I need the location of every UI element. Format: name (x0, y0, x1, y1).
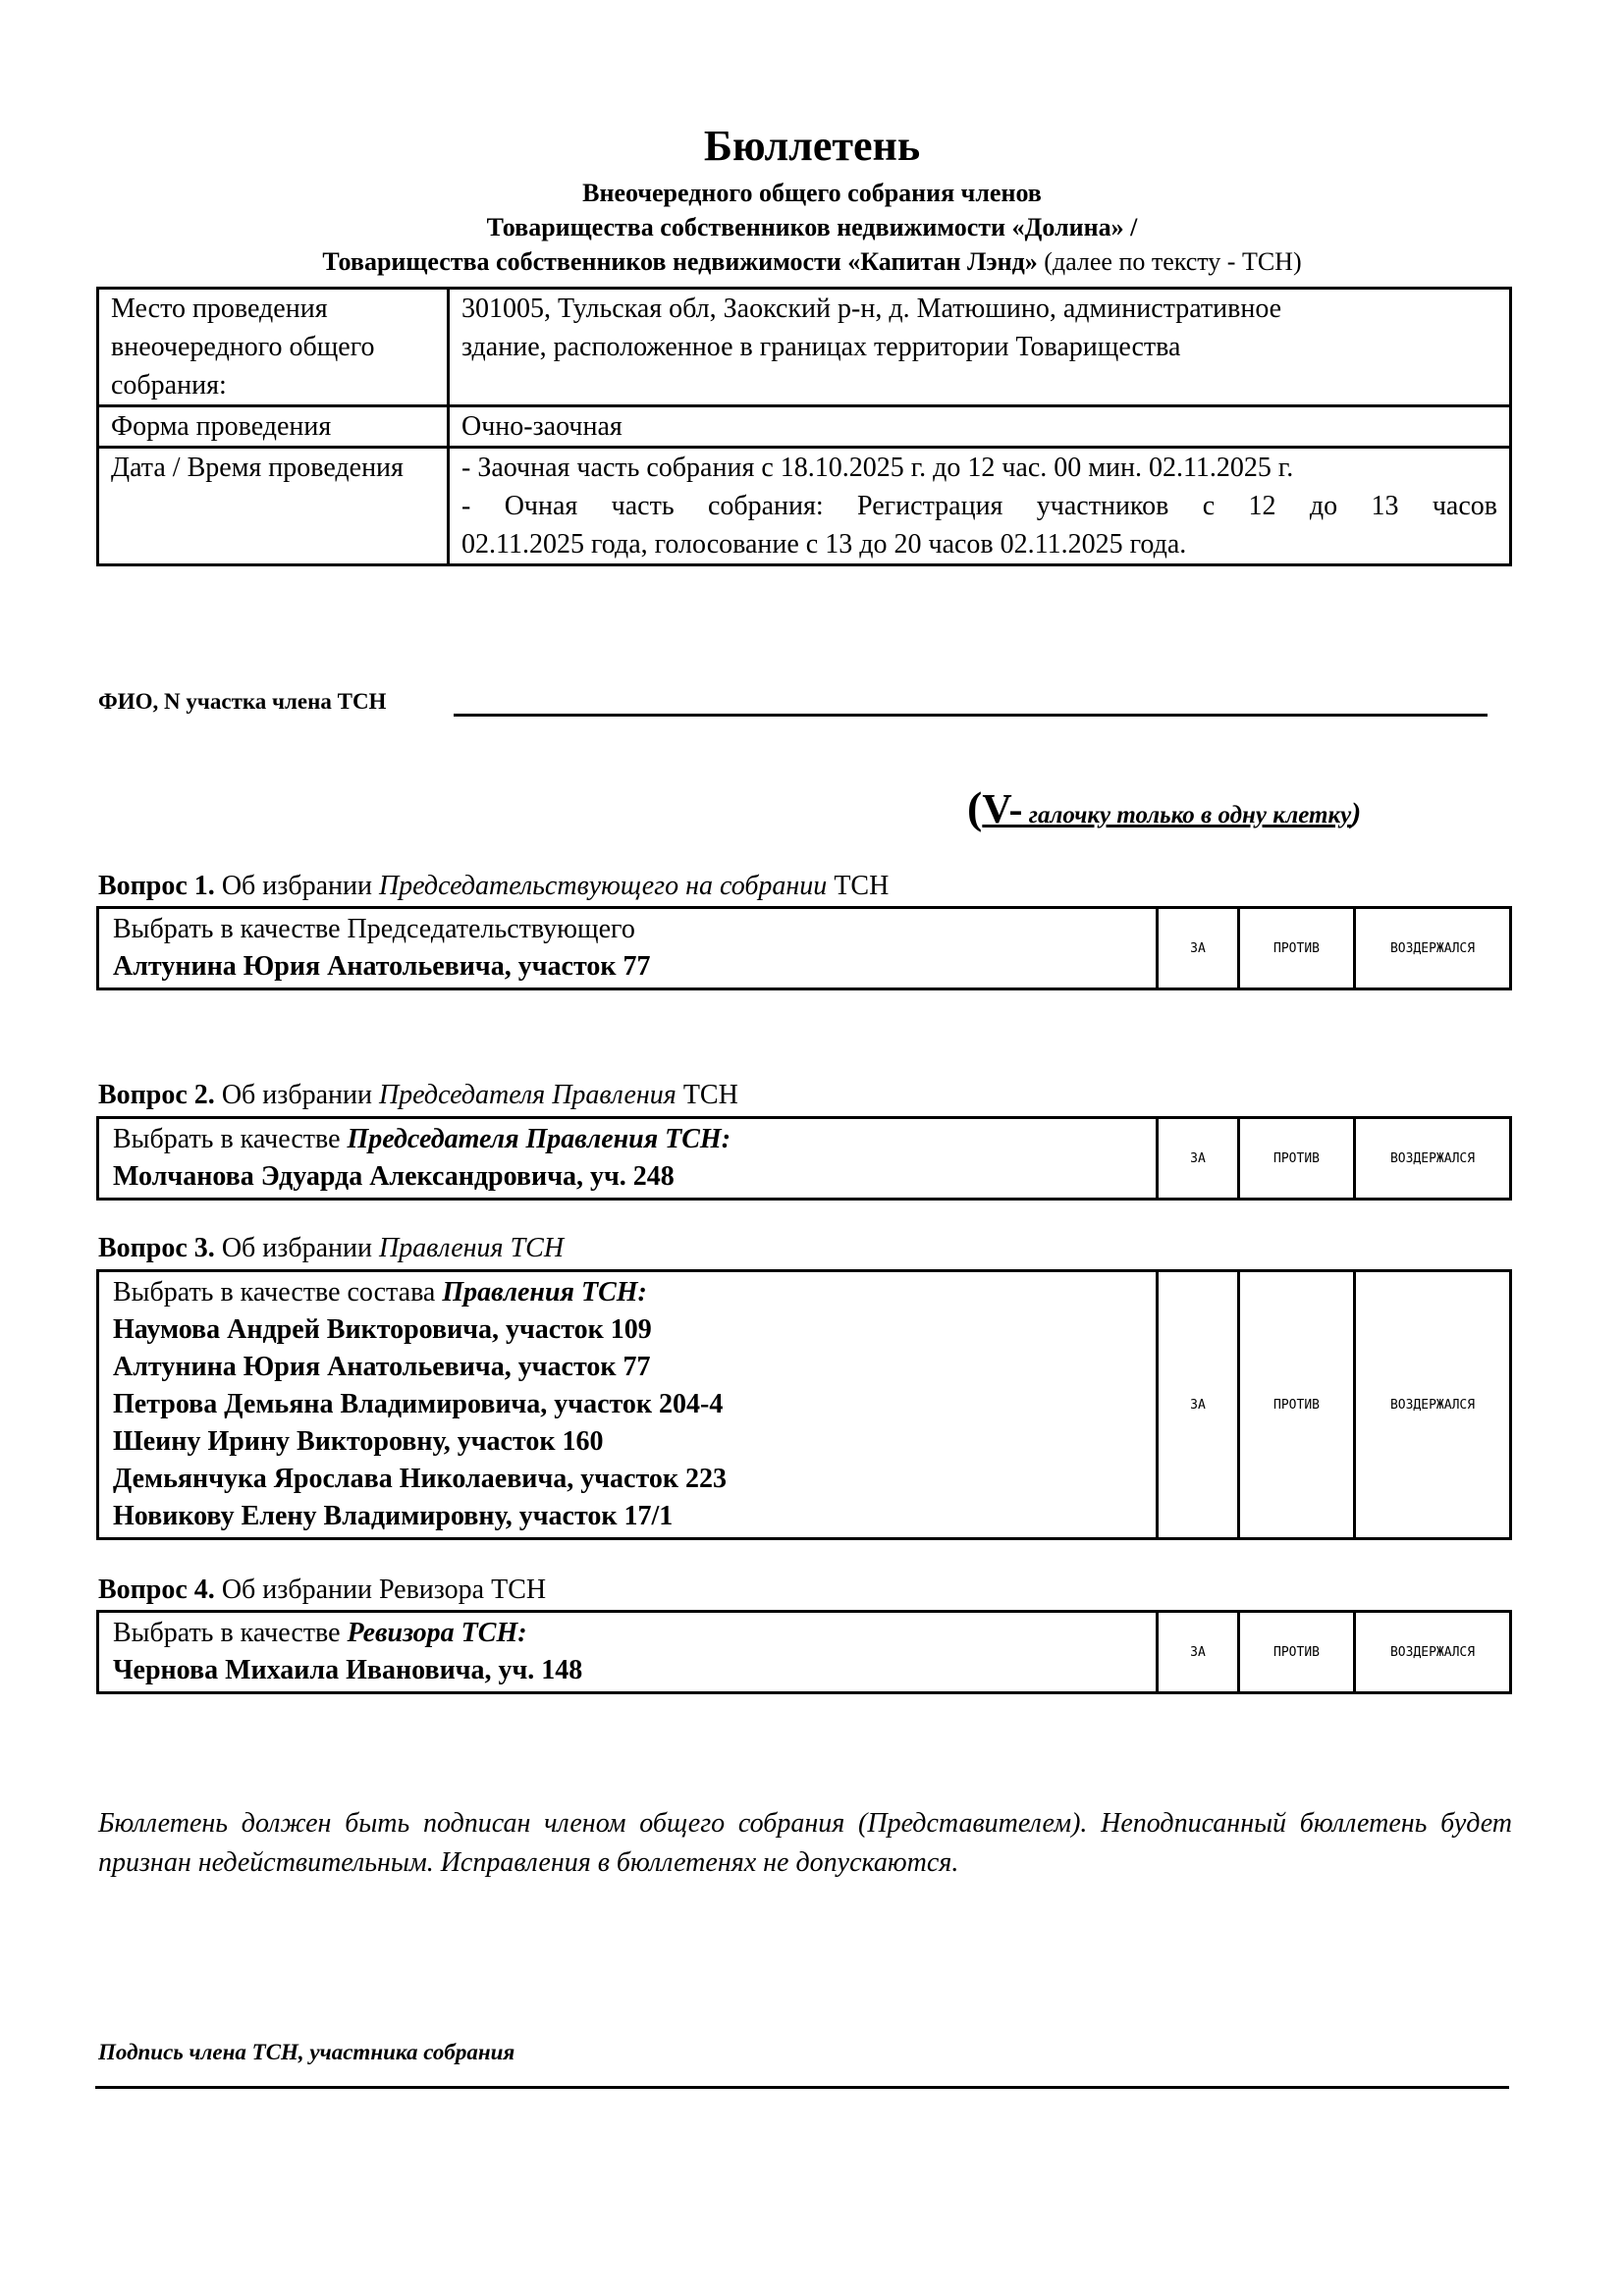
question-text-italic: Председательствующего на собрании (378, 871, 828, 901)
question-number: Вопрос 4. (98, 1575, 215, 1605)
candidate-name: Петрова Демьяна Владимировича, участок 204-4 (113, 1389, 724, 1419)
signature-label: Подпись члена ТСН, участника собрания (98, 2040, 515, 2064)
datetime-line: - Заочная часть собрания с 18.10.2025 г. до 12 час. 00 мин. 02.11.2025 г. (461, 453, 1294, 483)
vote-for-cell[interactable]: ЗА (1158, 1271, 1239, 1539)
info-label-venue: Место проведения внеочередного общего собрания: (98, 289, 449, 406)
question-2-label (98, 1080, 738, 1111)
question-text: Об избрании (214, 1233, 379, 1263)
question-number: Вопрос 1. (98, 871, 215, 901)
intro-role: Ревизора ТСН: (347, 1618, 527, 1648)
candidate-intro (113, 1274, 1142, 1311)
question-1-vote-table (96, 906, 1512, 990)
candidate-intro (113, 1615, 1142, 1652)
subtitle-org-name: Товарищества собственников недвижимости «Капитан Лэнд» (322, 247, 1038, 276)
vote-for-cell[interactable]: ЗА (1158, 908, 1239, 989)
question-text-italic: Председателя Правления (378, 1080, 677, 1110)
candidate-intro (113, 911, 1142, 948)
vote-against-cell[interactable]: ПРОТИВ (1239, 1118, 1355, 1200)
intro-text: Выбрать в качестве Председательствующего (113, 914, 635, 944)
subtitle-line-3 (0, 245, 1624, 278)
candidate-name: Молчанова Эдуарда Александровича, уч. 248 (113, 1161, 675, 1192)
question-2-description (98, 1118, 1158, 1200)
question-4-vote-table (96, 1610, 1512, 1694)
question-4-description (98, 1612, 1158, 1693)
validity-notice: Бюллетень должен быть подписан членом общего собрания (Представителем). Неподписанный бюллетень будет признан недействительным. Исправления в бюллетенях не допускаются. (98, 1808, 1512, 1878)
info-row-datetime (98, 448, 1511, 565)
instruction-text: галочку только в одну клетку (1022, 802, 1352, 828)
info-value-format: Очно-заочная (449, 406, 1511, 448)
candidate-name: Наумова Андрей Викторовича, участок 109 (113, 1314, 652, 1345)
subtitle-abbreviation-note: (далее по тексту - ТСН) (1037, 247, 1302, 276)
intro-text: Выбрать в качестве состава (113, 1277, 443, 1308)
subtitle-line-1: Внеочередного общего собрания членов (582, 179, 1042, 207)
datetime-line: - Очная часть собрания: Регистрация участников с 12 до 13 часов (461, 491, 1497, 521)
info-row-format (98, 406, 1511, 448)
question-3-label (98, 1233, 564, 1264)
candidate-name: Новикову Елену Владимировну, участок 17/1 (113, 1501, 674, 1531)
question-1-description (98, 908, 1158, 989)
question-text: Об избрании Ревизора ТСН (214, 1575, 547, 1605)
vote-for-cell[interactable]: ЗА (1158, 1612, 1239, 1693)
fio-input-line[interactable] (454, 714, 1488, 717)
vote-abstain-cell[interactable]: ВОЗДЕРЖАЛСЯ (1355, 908, 1511, 989)
candidate-name: Шеину Ирину Викторовну, участок 160 (113, 1426, 604, 1457)
vote-against-cell[interactable]: ПРОТИВ (1239, 1271, 1355, 1539)
candidate-name: Алтунина Юрия Анатольевича, участок 77 (113, 951, 651, 982)
ballot-title: Бюллетень (703, 122, 921, 170)
intro-role: Правления ТСН: (442, 1277, 647, 1308)
question-text: Об избрании (214, 871, 379, 901)
question-4-label (98, 1575, 546, 1606)
intro-role: Председателя Правления ТСН: (347, 1124, 731, 1154)
venue-line: здание, расположенное в границах территории Товарищества (461, 332, 1181, 362)
vote-abstain-cell[interactable]: ВОЗДЕРЖАЛСЯ (1355, 1271, 1511, 1539)
fio-label: ФИО, N участка члена ТСН (98, 689, 387, 714)
info-value-datetime (449, 448, 1511, 565)
checkmark-symbol: V- (982, 787, 1023, 832)
checkmark-instruction (967, 781, 1361, 833)
question-3-description (98, 1271, 1158, 1539)
vote-abstain-cell[interactable]: ВОЗДЕРЖАЛСЯ (1355, 1612, 1511, 1693)
vote-against-cell[interactable]: ПРОТИВ (1239, 1612, 1355, 1693)
vote-for-cell[interactable]: ЗА (1158, 1118, 1239, 1200)
question-number: Вопрос 3. (98, 1233, 215, 1263)
candidate-name: Демьянчука Ярослава Николаевича, участок 223 (113, 1464, 727, 1494)
intro-text: Выбрать в качестве (113, 1124, 348, 1154)
question-text-tail: ТСН (676, 1080, 738, 1110)
question-3-vote-table (96, 1269, 1512, 1540)
question-text-tail: ТСН (827, 871, 890, 901)
intro-text: Выбрать в качестве (113, 1618, 348, 1648)
vote-abstain-cell[interactable]: ВОЗДЕРЖАЛСЯ (1355, 1118, 1511, 1200)
question-1-label (98, 871, 889, 902)
subtitle-line-2: Товарищества собственников недвижимости «Долина» / (486, 213, 1138, 241)
meeting-info-table (96, 287, 1512, 566)
info-value-venue (449, 289, 1511, 406)
candidate-name: Алтунина Юрия Анатольевича, участок 77 (113, 1352, 651, 1382)
question-text-italic: Правления ТСН (378, 1233, 565, 1263)
question-number: Вопрос 2. (98, 1080, 215, 1110)
candidate-name: Чернова Михаила Ивановича, уч. 148 (113, 1655, 583, 1685)
venue-line: 301005, Тульская обл, Заокский р-н, д. Матюшино, административное (461, 294, 1282, 324)
instruction-paren-close: ) (1351, 797, 1362, 829)
vote-against-cell[interactable]: ПРОТИВ (1239, 908, 1355, 989)
info-row-venue (98, 289, 1511, 406)
question-text: Об избрании (214, 1080, 379, 1110)
info-label-datetime: Дата / Время проведения (98, 448, 449, 565)
candidate-intro (113, 1121, 1142, 1158)
instruction-paren-open: ( (967, 782, 983, 832)
info-label-format: Форма проведения (98, 406, 449, 448)
question-2-vote-table (96, 1116, 1512, 1201)
datetime-line: 02.11.2025 года, голосование с 13 до 20 часов 02.11.2025 года. (461, 529, 1187, 560)
signature-line[interactable] (95, 2086, 1509, 2089)
